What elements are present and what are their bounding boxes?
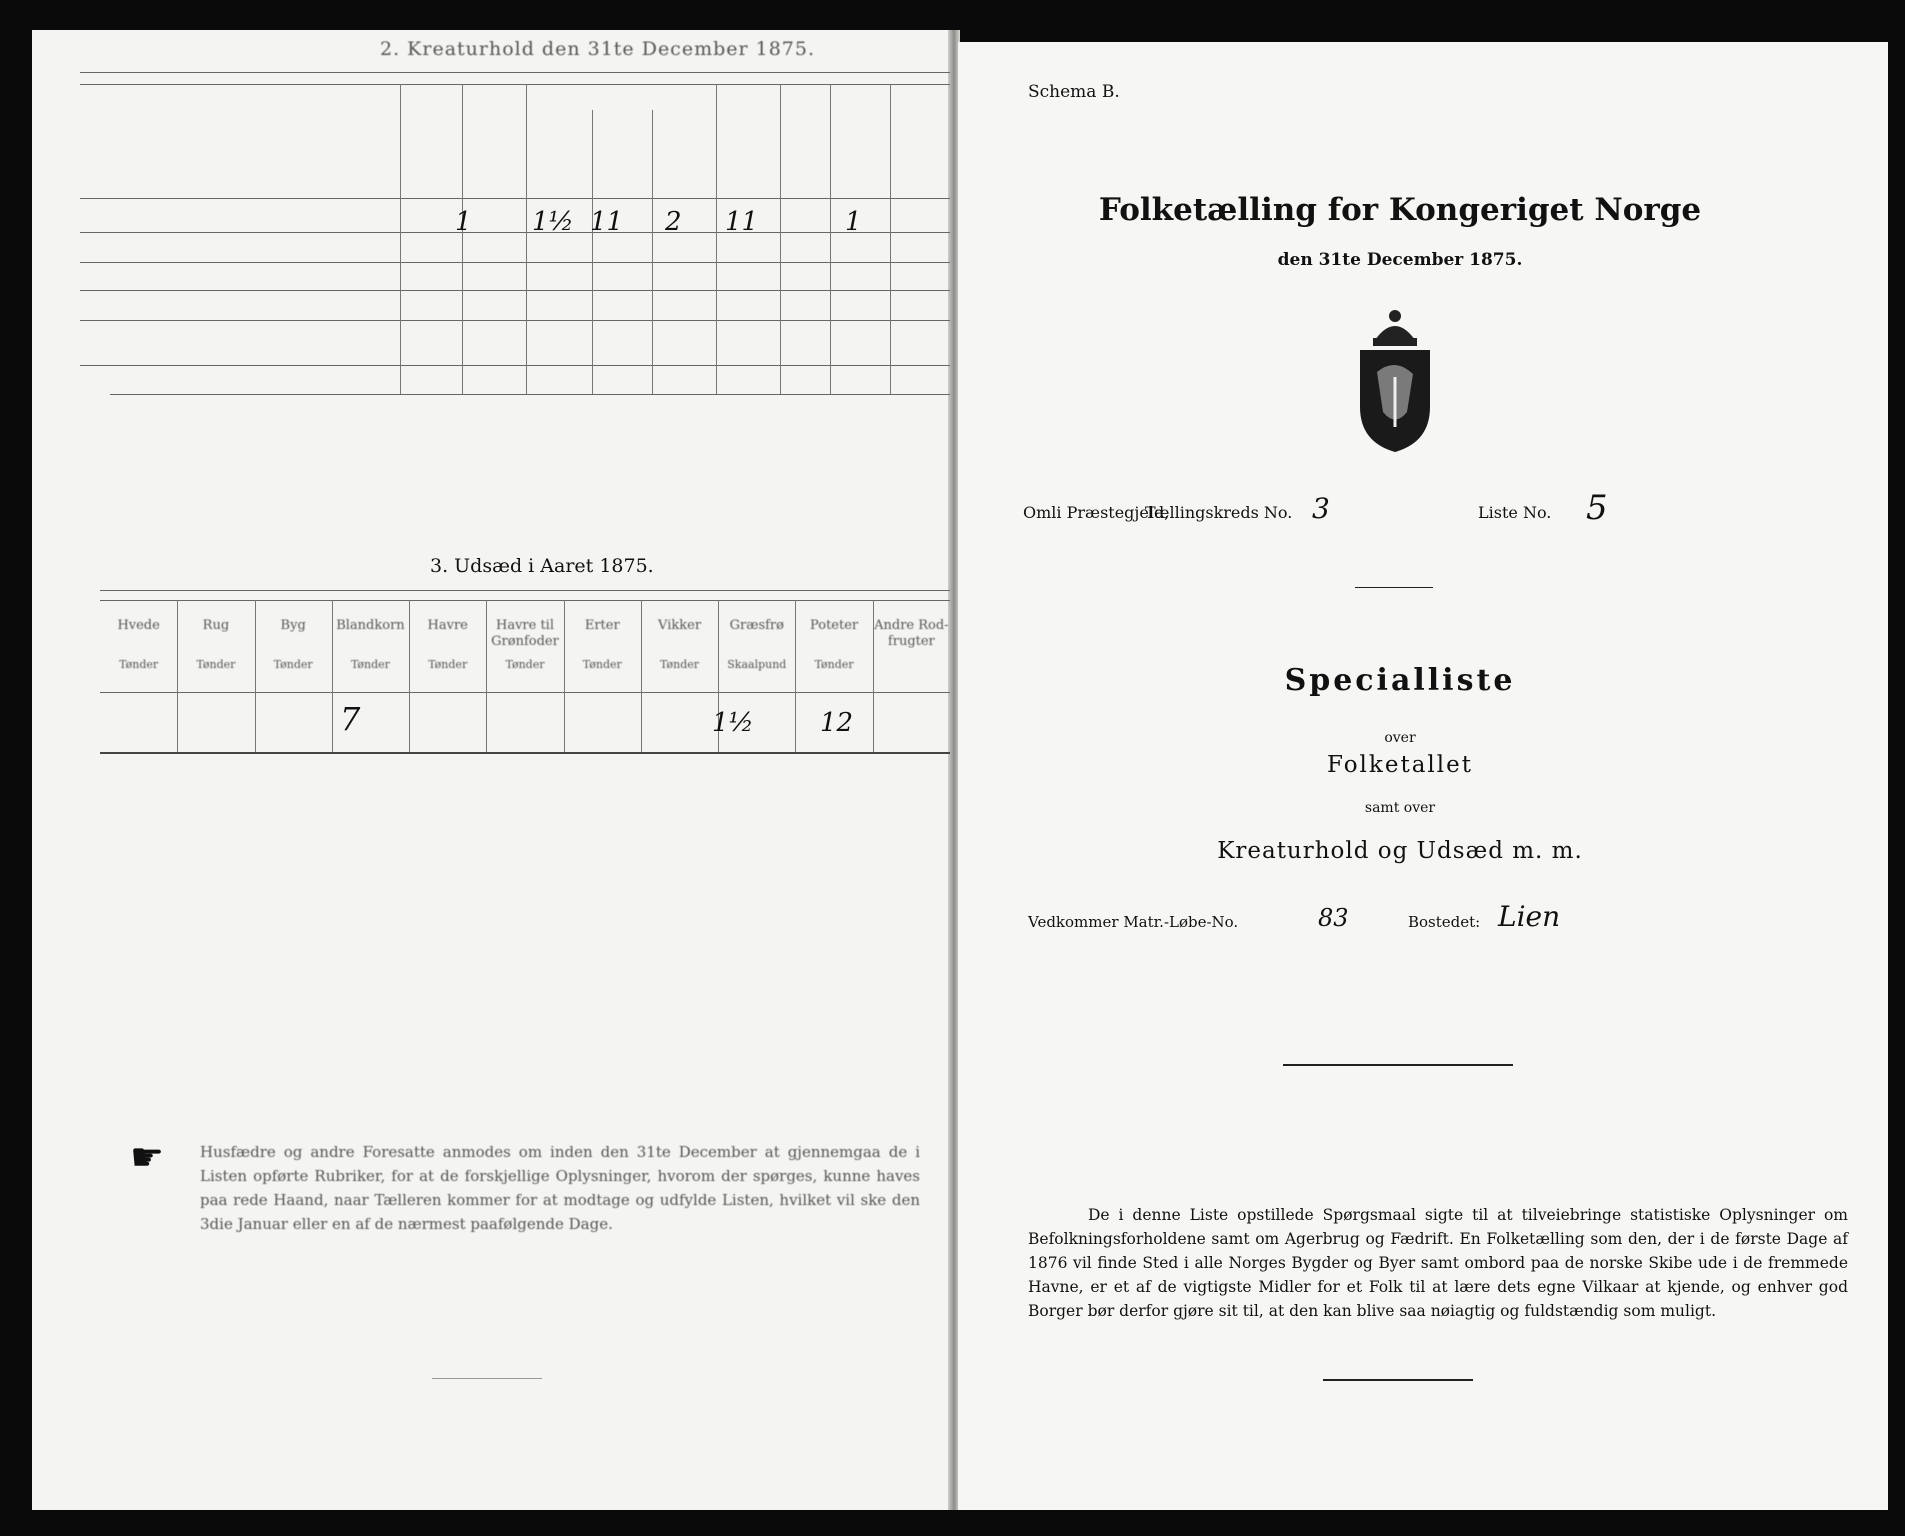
udsaed-column-header: Rug [202,618,230,633]
matr-value: 83 [1318,904,1349,932]
udsaed-column-header: Havre til Grønfoder [491,618,559,649]
udsaed-column-header: Vikker [658,618,702,633]
udsaed-column-unit: Tønder [505,658,545,671]
udsaed-column-unit: Tønder [273,658,313,671]
left-page [32,30,958,1510]
udsaed-column-header: Andre Rod-frugter [874,618,949,649]
parish-label: Omli Præstegjeld, [1023,503,1170,522]
udsaed-vikker-value: 1½ [712,708,754,738]
samt-over: samt over [1364,800,1436,816]
udsaed-column-unit: Tønder [582,658,622,671]
udsaed-column-header: Byg [280,618,306,633]
udsaed-column-unit: Tønder [119,658,159,671]
district-label: Tællingskreds No. [1145,503,1293,522]
schema-label: Schema B. [1028,82,1120,102]
udsaed-column-unit: Tønder [350,658,390,671]
udsaed-column-header: Græsfrø [729,618,784,633]
special-title: Specialliste [1284,663,1516,698]
explanation-paragraph: De i denne Liste opstillede Spørgsmaal sigte til at tilveiebringe statistiske Oplysninger om Befolkningsforholdene samt om Agerbrug og Fædrift. En Folketælling som den, der i de første Dage af 1876 vil finde Sted i alle Norges Bygder og Byer samt ombord paa de norske Skibe ude i de fremmede Havne, er et af de vigtigste Midler for et Folk til at lære dets egne Vilkaar at kjende, og enhver god Borger bør derfor gjøre sit til, at den kan blive saa nøiagtig og fuldstændig som muligt. [1028,1206,1848,1320]
udsaed-byg-value: 7 [340,700,361,738]
section2-heading: 2. Kreaturhold den 31te December 1875. [380,38,816,60]
section3-heading: 3. Udsæd i Aaret 1875. [430,555,654,577]
udsaed-poteter-value: 12 [820,708,854,738]
udsaed-column-header: Poteter [810,618,859,633]
row-value-3: 11 [590,207,624,237]
row-value-6: 1 [845,207,862,237]
udsaed-column-header: Hvede [117,618,160,633]
bosted-value: Lien [1498,900,1561,933]
udsaed-column-unit: Tønder [196,658,236,671]
matr-label: Vedkommer Matr.-Løbe-No. [1028,913,1239,931]
udsaed-column-header: Erter [584,618,620,633]
udsaed-column-header: Havre [427,618,468,633]
udsaed-column-unit: Tønder [660,658,700,671]
pointing-hand-icon: ☛ [130,1135,165,1179]
notice-text: Husfædre og andre Foresatte anmodes om inden den 31te December at gjennemgaa de i Listen opførte Rubriker, for at de forskjellige Oplysninger, hvorom der spørges, kunne haves paa rede Haand, naar Tælleren kommer for at modtage og udfylde Listen, hvilket vil ske den 3die Januar eller en af de nærmest paafølgende Dage. [200,1143,920,1233]
udsaed-column-unit: Tønder [814,658,854,671]
folketallet: Folketallet [1327,752,1473,778]
over-text: over [1384,730,1416,746]
udsaed-column-header: Blandkorn [336,618,405,633]
main-title: Folketælling for Kongeriget Norge [1098,192,1702,228]
kreatur-title: Kreaturhold og Udsæd m. m. [1217,838,1583,864]
row-value-1: 1 [455,207,472,237]
udsaed-column-unit: Tønder [428,658,468,671]
row-value-5: 11 [725,207,759,237]
district-value: 3 [1312,492,1330,525]
row-value-4: 2 [665,207,682,237]
bosted-label: Bostedet: [1408,913,1481,931]
list-label: Liste No. [1478,503,1552,522]
date-line: den 31te December 1875. [1277,250,1523,270]
list-value: 5 [1586,488,1608,528]
udsaed-column-unit: Skaalpund [727,658,787,671]
row-value-2: 1½ [532,207,574,237]
coat-of-arms-icon [1345,302,1445,454]
